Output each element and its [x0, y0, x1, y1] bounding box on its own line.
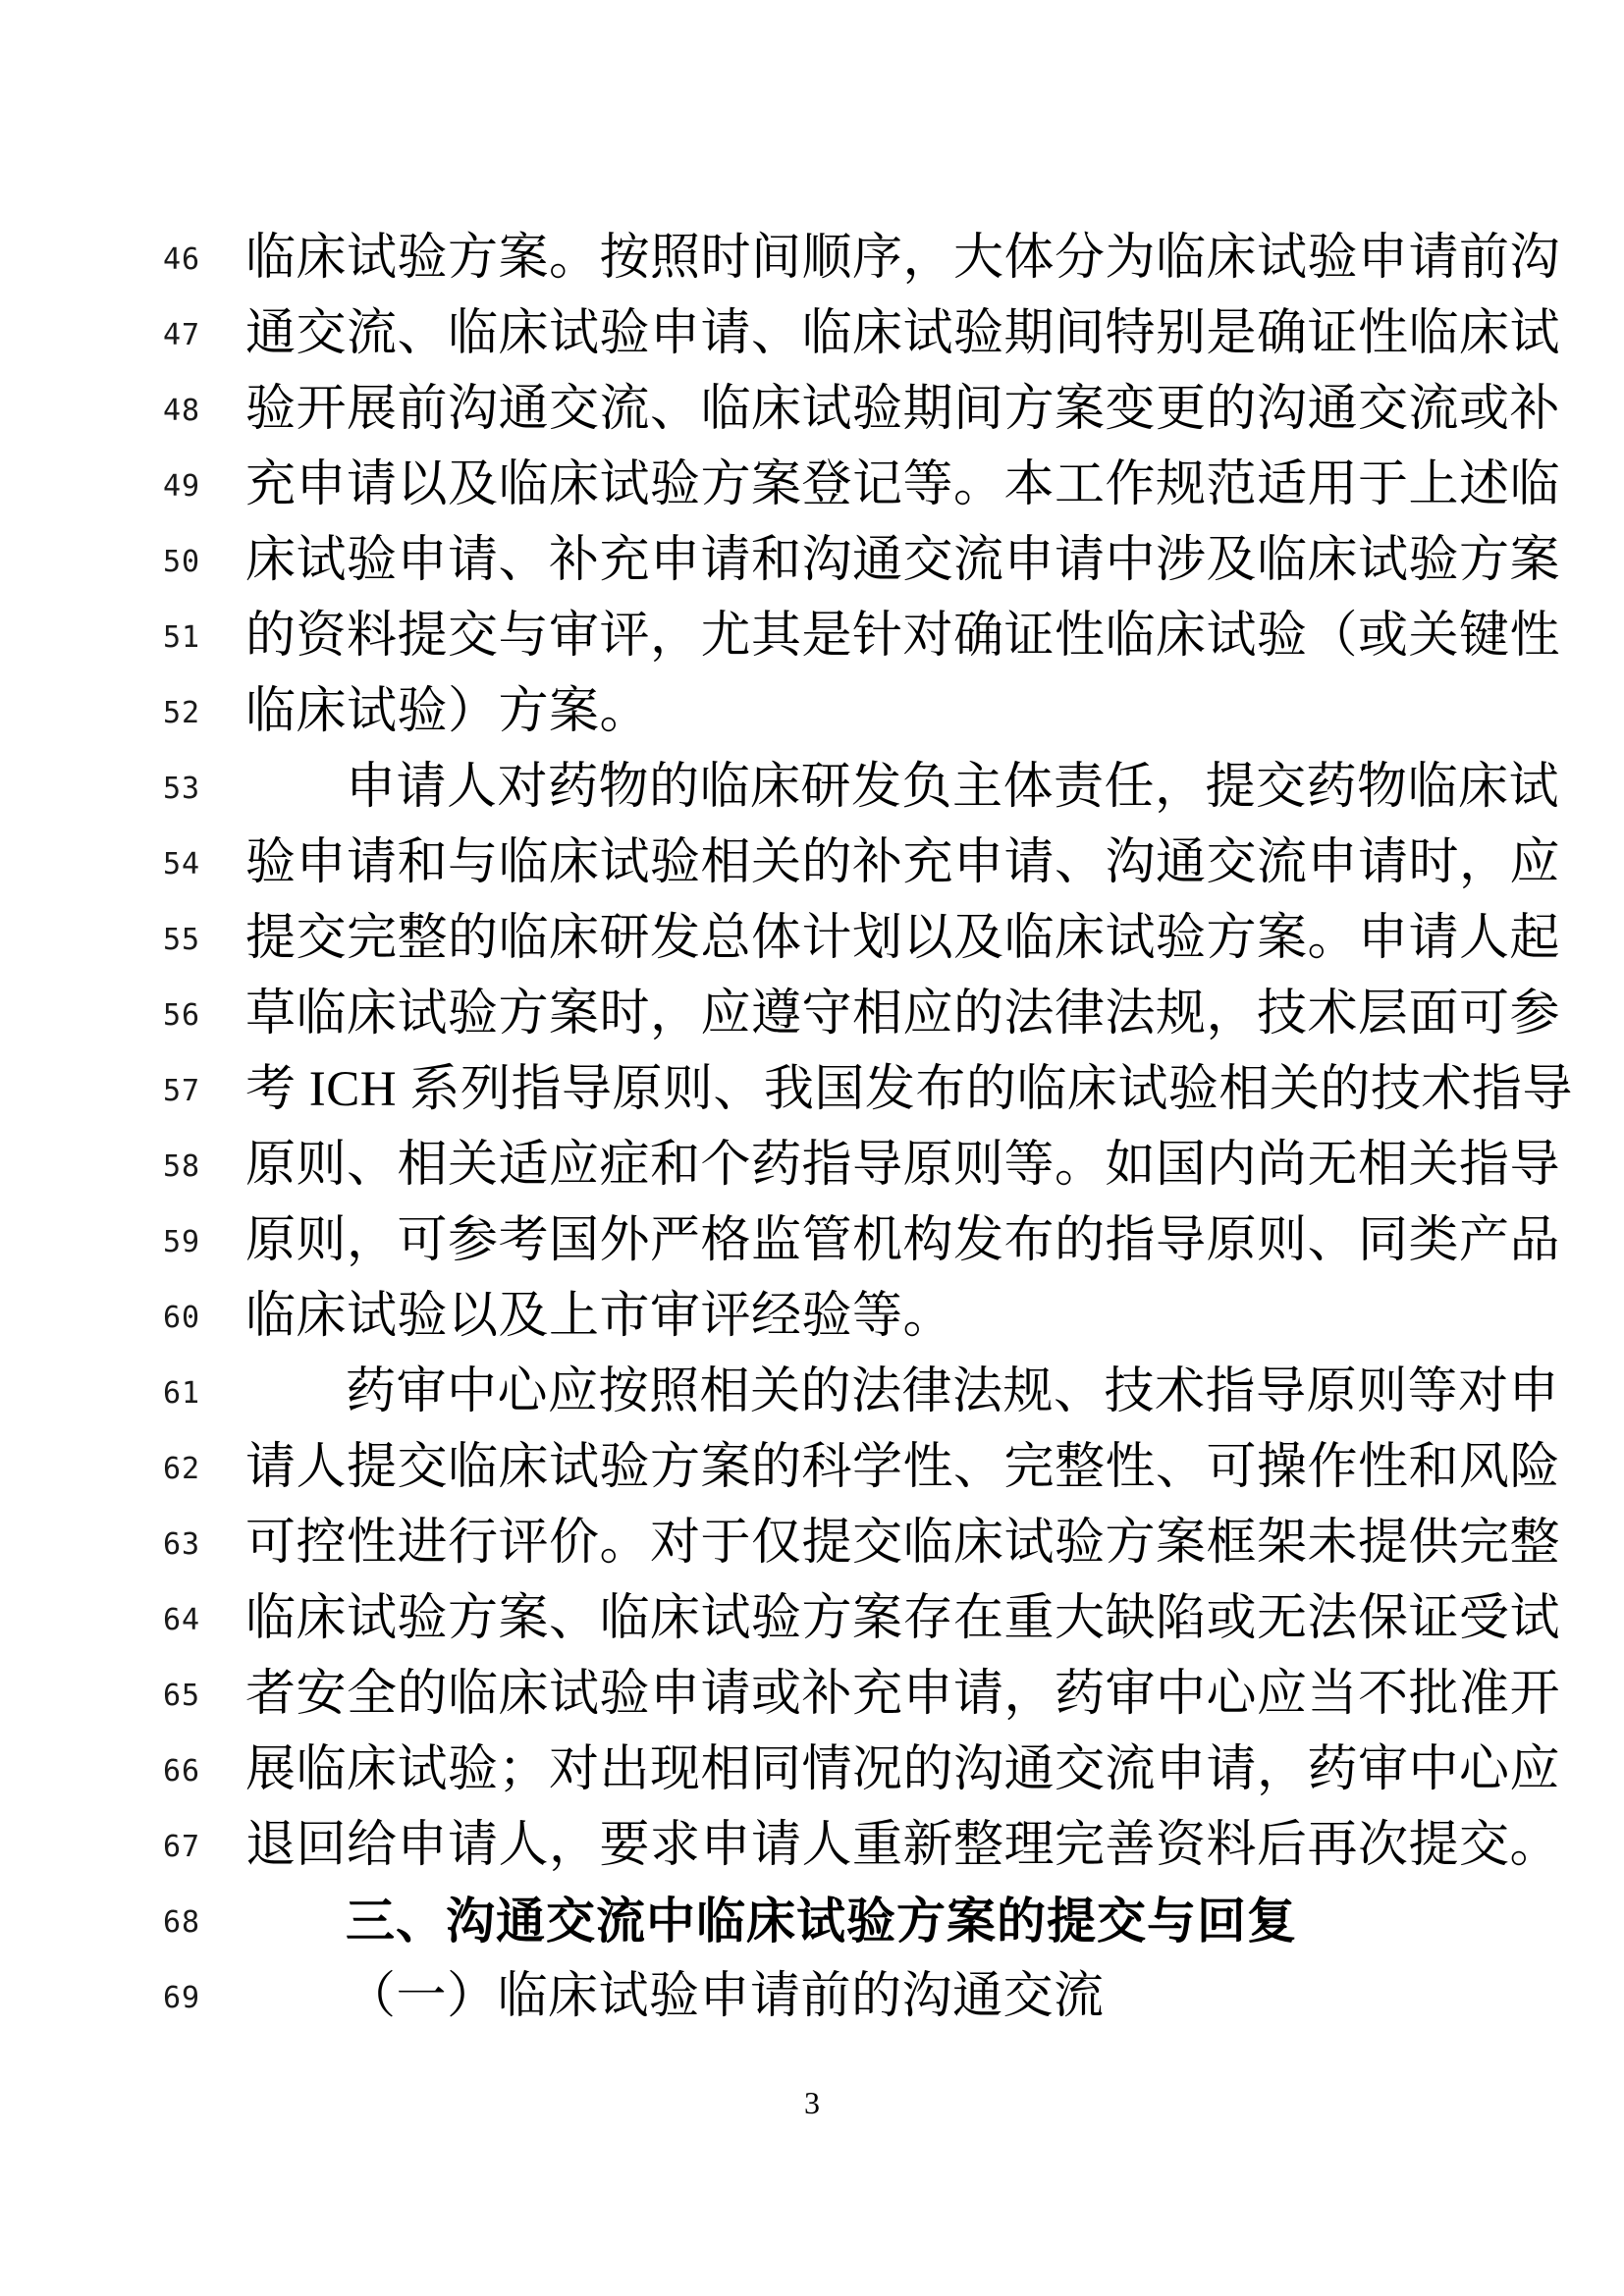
document-line [0, 1808, 1624, 1884]
line-text: 草临床试验方案时，应遵守相应的法律法规，技术层面可参 [245, 987, 1561, 1041]
document-line [0, 372, 1624, 448]
line-number: 53 [163, 772, 201, 806]
line-number: 59 [163, 1225, 201, 1259]
line-text: 提交完整的临床研发总体计划以及临床试验方案。申请人起 [245, 911, 1561, 966]
document-line [0, 448, 1624, 523]
document-line [0, 1506, 1624, 1581]
document-line [0, 1355, 1624, 1430]
line-text: 原则、相关适应症和个药指导原则等。如国内尚无相关指导 [245, 1138, 1561, 1193]
line-text: 可控性进行评价。对于仅提交临床试验方案框架未提供完整 [245, 1516, 1561, 1571]
line-number: 69 [163, 1981, 201, 2015]
document-line [0, 674, 1624, 750]
line-number: 60 [163, 1301, 201, 1335]
document-line [0, 1279, 1624, 1355]
line-text: 临床试验方案。按照时间顺序，大体分为临床试验申请前沟 [245, 231, 1561, 286]
line-number: 46 [163, 242, 201, 277]
line-number: 48 [163, 394, 201, 428]
document-line [0, 826, 1624, 901]
document-line [0, 1128, 1624, 1203]
line-text: 三、沟通交流中临床试验方案的提交与回复 [346, 1894, 1297, 1949]
line-number: 65 [163, 1679, 201, 1713]
line-number: 57 [163, 1074, 201, 1108]
line-number: 56 [163, 998, 201, 1033]
line-text: （一）临床试验申请前的沟通交流 [346, 1969, 1105, 2024]
document-line [0, 1581, 1624, 1657]
document-line [0, 1733, 1624, 1808]
document-line [0, 1430, 1624, 1506]
page-number: 3 [804, 2085, 820, 2120]
document-line [0, 1052, 1624, 1128]
line-text: 原则，可参考国外严格监管机构发布的指导原则、同类产品 [245, 1213, 1561, 1268]
line-text: 临床试验以及上市审评经验等。 [245, 1289, 954, 1344]
line-text: 验申请和与临床试验相关的补充申请、沟通交流申请时，应 [245, 835, 1561, 890]
line-text: 申请人对药物的临床研发负主体责任，提交药物临床试 [346, 760, 1560, 815]
document-line [0, 901, 1624, 977]
line-number: 51 [163, 620, 201, 655]
line-number: 66 [163, 1754, 201, 1789]
line-text: 的资料提交与审评，尤其是针对确证性临床试验（或关键性 [245, 609, 1561, 664]
line-text: 通交流、临床试验申请、临床试验期间特别是确证性临床试 [245, 306, 1561, 361]
line-text: 临床试验）方案。 [245, 684, 651, 739]
document-line [0, 977, 1624, 1052]
line-number: 52 [163, 696, 201, 730]
line-number: 55 [163, 923, 201, 957]
line-number: 58 [163, 1149, 201, 1184]
document-line [0, 1657, 1624, 1733]
line-text: 充申请以及临床试验方案登记等。本工作规范适用于上述临 [245, 457, 1561, 512]
line-number: 54 [163, 847, 201, 881]
document-line [0, 1203, 1624, 1279]
line-text: 考 ICH 系列指导原则、我国发布的临床试验相关的技术指导 [245, 1062, 1573, 1117]
line-number: 63 [163, 1527, 201, 1562]
line-number: 64 [163, 1603, 201, 1637]
line-text: 验开展前沟通交流、临床试验期间方案变更的沟通交流或补 [245, 382, 1561, 437]
line-number: 68 [163, 1905, 201, 1940]
line-number: 49 [163, 469, 201, 504]
line-text: 请人提交临床试验方案的科学性、完整性、可操作性和风险 [245, 1440, 1561, 1495]
document-line [0, 599, 1624, 674]
line-text: 临床试验方案、临床试验方案存在重大缺陷或无法保证受试 [245, 1591, 1561, 1646]
line-number: 50 [163, 545, 201, 579]
document-line [0, 1884, 1624, 1959]
document-line [0, 750, 1624, 826]
line-text: 床试验申请、补充申请和沟通交流申请中涉及临床试验方案 [245, 533, 1561, 588]
line-text: 退回给申请人，要求申请人重新整理完善资料后再次提交。 [245, 1818, 1561, 1873]
line-number: 62 [163, 1452, 201, 1486]
document-line [0, 296, 1624, 372]
line-text: 药审中心应按照相关的法律法规、技术指导原则等对申 [346, 1364, 1560, 1419]
line-text: 者安全的临床试验申请或补充申请，药审中心应当不批准开 [245, 1667, 1561, 1722]
line-number: 61 [163, 1376, 201, 1411]
line-number: 67 [163, 1830, 201, 1864]
document-line [0, 1959, 1624, 2035]
document-line [0, 523, 1624, 599]
document-line [0, 221, 1624, 296]
line-text: 展临床试验；对出现相同情况的沟通交流申请，药审中心应 [245, 1742, 1561, 1797]
line-number: 47 [163, 318, 201, 352]
